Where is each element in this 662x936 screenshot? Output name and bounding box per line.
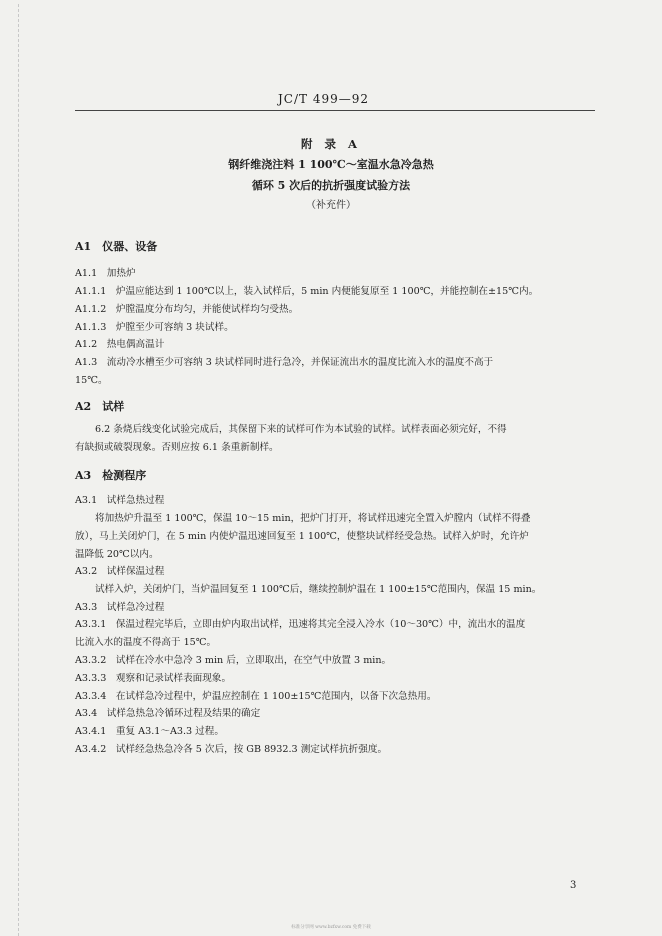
clause-a3-3-3: A3.3.3 观察和记录试样表面现象。 — [75, 673, 232, 684]
clause-a3-1-line1: 将加热炉升温至 1 100℃，保温 10～15 min，把炉门打开，将试样迅速完全置入炉膛内（试样不得叠 — [95, 513, 531, 524]
appendix-label: 附 录 A — [301, 137, 361, 151]
clause-a3-2: A3.2 试样保温过程 — [75, 566, 165, 577]
clause-a1-3-line1: A1.3 流动冷水槽至少可容纳 3 块试样同时进行急冷，并保证流出水的温度比流入水的温度不高于 — [75, 357, 494, 368]
section-a1-heading: A1 仪器、设备 — [75, 240, 158, 253]
clause-a3-3-2: A3.3.2 试样在冷水中急冷 3 min 后，立即取出，在空气中放置 3 min。 — [75, 655, 392, 666]
clause-a3-1-line2: 放），马上关闭炉门，在 5 min 内使炉温迅速回复至 1 100℃，使整块试样经受急热。试样入炉时，允许炉 — [75, 531, 529, 542]
clause-a1-3-line2: 15℃。 — [75, 375, 108, 386]
clause-a1-1-2: A1.1.2 炉膛温度分布均匀，并能使试样均匀受热。 — [75, 304, 299, 315]
clause-a3-1-line3: 温降低 20℃以内。 — [75, 549, 159, 560]
clause-a3-4-1: A3.4.1 重复 A3.1～A3.3 过程。 — [75, 726, 224, 737]
document-header: JC/T 499—92 — [278, 92, 370, 106]
clause-a3-2-line1: 试样入炉，关闭炉门，当炉温回复至 1 100℃后，继续控制炉温在 1 100±15℃范围内，保温 15 min。 — [95, 584, 542, 595]
clause-a3-4-2: A3.4.2 试样经急热急冷各 5 次后，按 GB 8932.3 测定试样抗折强度。 — [75, 744, 388, 755]
clause-a1-2: A1.2 热电偶高温计 — [75, 339, 165, 350]
appendix-title-line2: 循环 5 次后的抗折强度试验方法 — [251, 179, 411, 192]
header-rule — [75, 110, 595, 111]
clause-a1-1: A1.1 加热炉 — [75, 268, 136, 279]
section-a2-heading: A2 试样 — [75, 400, 125, 413]
clause-a1-1-3: A1.1.3 炉膛至少可容纳 3 块试样。 — [75, 322, 234, 333]
clause-a3-3-1-line1: A3.3.1 保温过程完毕后，立即由炉内取出试样，迅速将其完全浸入冷水（10～30℃）中，流出水的温度 — [75, 619, 526, 630]
footer-watermark: 标准分享网 www.bzfxw.com 免费下载 — [291, 925, 371, 930]
clause-a3-3-4: A3.3.4 在试样急冷过程中，炉温应控制在 1 100±15℃范围内，以备下次急热用。 — [75, 691, 437, 702]
clause-a3-3-1-line2: 比流入水的温度不得高于 15℃。 — [75, 637, 217, 648]
clause-a3-4: A3.4 试样急热急冷循环过程及结果的确定 — [75, 708, 261, 719]
section-a3-heading: A3 检测程序 — [75, 469, 147, 482]
clause-a3-1: A3.1 试样急热过程 — [75, 495, 165, 506]
page-number: 3 — [570, 880, 577, 891]
appendix-note: （补充件） — [306, 200, 356, 211]
section-a2-para-line1: 6.2 条烧后线变化试验完成后，其保留下来的试样可作为本试验的试样。试样表面必须完好，不得 — [95, 424, 507, 435]
section-a2-para-line2: 有缺损或破裂现象。否则应按 6.1 条重新制样。 — [75, 442, 279, 453]
clause-a1-1-1: A1.1.1 炉温应能达到 1 100℃以上，装入试样后，5 min 内便能复原至 1 100℃，并能控制在±15℃内。 — [75, 286, 539, 297]
clause-a3-3: A3.3 试样急冷过程 — [75, 602, 165, 613]
appendix-title-line1: 钢纤维浇注料 1 100℃～室温水急冷急热 — [228, 158, 434, 171]
